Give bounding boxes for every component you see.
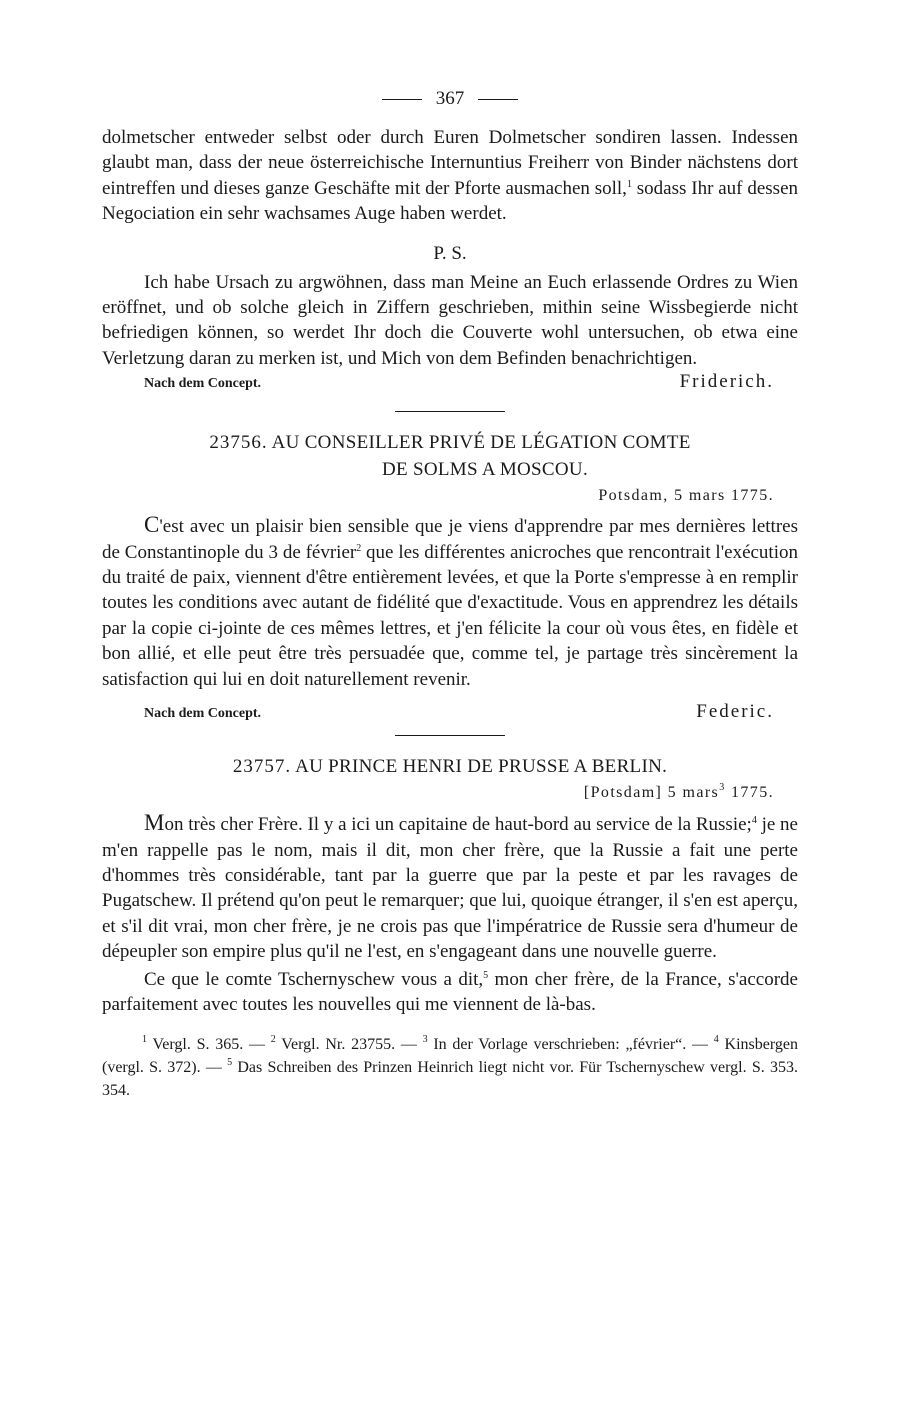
footnote-text: Kinsbergen (vergl. S. 372). — [102,1036,799,1077]
footnote-text: Vergl. Nr. 23755. — [275,1036,423,1054]
body-text: Ce que le comte Tschernyschew vous a dit, [144,968,484,990]
footnote-ref-2: 2 [356,542,362,554]
footnote-mark: 3 [422,1034,428,1046]
heading-line-2: DE SOLMS A MOSCOU. [381,459,588,481]
letter-body [102,810,798,964]
footnote-ref-3: 3 [719,782,726,794]
body-text-end: mon cher frère, de la France, s'accorde parfaitement avec toutes les nouvelles qui me viennent de là-bas. [102,968,798,1015]
signature: Friderich. [679,371,774,393]
closing-row-1 [102,371,798,393]
footnote-mark: 4 [713,1034,719,1046]
paragraph-text: dolmetscher entweder selbst oder durch Euren Dolmetscher sondiren lassen. Indessen glaubt man, dass der neue österreichische Internuntius Freiherr von Binder nächstens dort eintreffen und dieses ganze Geschäfte mit der Pforte ausmachen soll, [102,127,798,199]
letter-body [102,512,798,692]
heading-line: AU PRINCE HENRI DE PRUSSE A BERLIN. [295,756,668,778]
header-rule-right [478,99,518,100]
page-header [102,82,798,116]
letter-place: Potsdam, [598,487,669,505]
footnote-ref-5: 5 [483,969,489,981]
letter-body-2 [102,967,798,1018]
paragraph-continuation [102,125,798,227]
postscript-text: Ich habe Ursach zu argwöhnen, dass man Meine an Euch erlassende Ordres zu Wien eröffnet, und ob solche gleich in Ziffern geschrieben, mithin seine Wissbegierde nicht befriedigen können, so werdet Ihr doch die Couverte wohl untersuchen, ob etwa eine Verletzung daran zu merken ist, und Mich von dem Befinden benachrichtigen. [102,271,798,369]
letter-number: 23756. [209,432,268,454]
body-text: on très cher Frère. Il y a ici un capitaine de haut-bord au service de la Russie; [164,814,752,836]
postscript-label: P. S. [433,242,467,264]
signature: Federic. [696,701,774,723]
page-content [102,82,798,1102]
section-rule [395,735,505,736]
initial-letter: M [144,810,165,836]
date-text: 5 mars 1775. [674,487,774,505]
footnote-mark: 2 [270,1034,276,1046]
footnote-text: Das Schreiben des Prinzen Heinrich liegt nicht vor. Für Tschernyschew vergl. S. 353. 354. [102,1059,799,1100]
footnotes [102,1033,798,1102]
letter-date [102,483,774,509]
page-number: 367 [435,88,465,109]
source-note: Nach dem Concept. [144,706,262,722]
source-note: Nach dem Concept. [144,376,262,392]
footnote-ref-1: 1 [626,178,632,190]
body-text-end: que les différentes anicroches que rencontrait l'exécution du traité de paix, viennent d'être entièrement levées, et que la Porte s'empresse à en remplir toutes les conditions avec autant de fidélité que d'exactitude. Vous en apprendrez les détails par la copie ci-jointe de ces mêmes lettres, et j'en félicite la cour où vous êtes, en fidèle et bon allié, et elle peut être très persuadée que, comme tel, je partage très sincèrement la satisfaction qui lui en doit naturellement revenir. [102,541,798,690]
letter-number: 23757. [232,756,292,778]
date-text: 5 mars [667,784,720,802]
header-rule-left [382,99,422,100]
body-text: 'est avec un plaisir bien sensible que je viens d'apprendre par mes dernières lettres de Constantinople du 3 de février [102,516,798,563]
initial-letter: C [144,512,160,538]
letter-heading [102,429,798,456]
closing-row-2 [102,692,798,723]
heading-line-1: AU CONSEILLER PRIVÉ DE LÉGATION COMTE [271,432,691,454]
letter-date [102,780,774,806]
footnote-text: In der Vorlage verschrieben: „février“. — [427,1036,714,1054]
paragraph-text-end: sodass Ihr auf dessen Negociation ein sehr wachsames Auge haben werdet. [102,177,799,225]
body-text-end: je ne m'en rappelle pas le nom, mais il dit, mon cher frère, que la Russie a fait une perte d'hommes très considérable, tant par la guerre que par la peste et par les ravages de Pugatschew. Il prétend qu'on peut le remarquer; que lui, quoique étranger, il s'en est aperçu, et s'il dit vrai, mon cher frère, je ne crois pas que l'impératrice de Russie sera d'humeur de dépeupler son empire plus qu'il ne l'est, en s'engageant dans une nouvelle guerre. [102,814,799,963]
letter-heading [102,753,798,780]
footnote-mark: 1 [142,1034,147,1046]
letter-place: [Potsdam] [583,784,663,802]
section-rule [395,411,505,412]
footnote-mark: 5 [227,1057,233,1069]
footnote-text: Vergl. S. 365. — [147,1036,271,1054]
footnote-ref-4: 4 [751,815,757,827]
date-year: 1775. [725,784,774,802]
